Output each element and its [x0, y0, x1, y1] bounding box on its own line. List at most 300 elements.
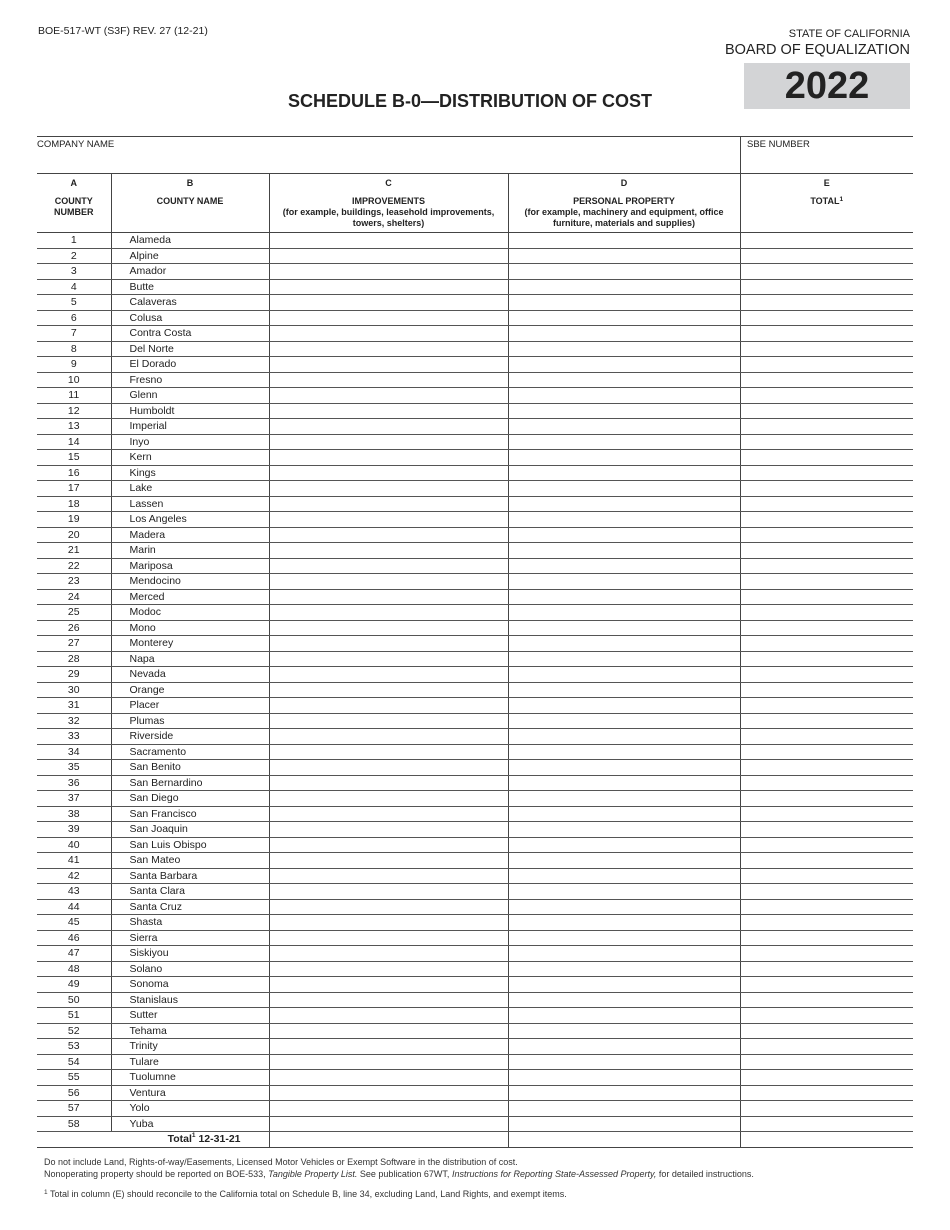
county-name: Del Norte: [111, 341, 269, 357]
total-row: [37, 1132, 913, 1148]
county-number: 35: [37, 760, 111, 776]
personal-property-cell[interactable]: [508, 791, 740, 807]
improvements-cell[interactable]: [269, 434, 508, 450]
county-number: 15: [37, 450, 111, 466]
county-row: [37, 915, 913, 931]
county-number: 33: [37, 729, 111, 745]
improvements-cell[interactable]: [269, 233, 508, 249]
county-name: Ventura: [111, 1085, 269, 1101]
county-row: [37, 620, 913, 636]
improvements-cell[interactable]: [269, 698, 508, 714]
personal-property-cell[interactable]: [508, 419, 740, 435]
county-name: Orange: [111, 682, 269, 698]
improvements-cell[interactable]: [269, 450, 508, 466]
improvements-cell[interactable]: [269, 481, 508, 497]
note-text: Nonoperating property should be reported on BOE-533,: [44, 1168, 269, 1179]
personal-property-cell[interactable]: [508, 527, 740, 543]
improvements-cell[interactable]: [269, 326, 508, 342]
improvements-cell[interactable]: [269, 620, 508, 636]
personal-property-cell[interactable]: [508, 295, 740, 311]
total-cell[interactable]: [740, 310, 913, 326]
improvements-cell[interactable]: [269, 465, 508, 481]
improvements-cell[interactable]: [269, 636, 508, 652]
county-row: [37, 1008, 913, 1024]
improvements-cell[interactable]: [269, 682, 508, 698]
personal-property-cell[interactable]: [508, 1101, 740, 1117]
total-cell[interactable]: [740, 899, 913, 915]
improvements-cell[interactable]: [269, 760, 508, 776]
col-c-sub: (for example, buildings, leasehold improvements, towers, shelters): [282, 207, 495, 228]
county-number: 10: [37, 372, 111, 388]
personal-property-cell[interactable]: [508, 760, 740, 776]
county-row: [37, 248, 913, 264]
personal-property-cell[interactable]: [508, 620, 740, 636]
county-row: [37, 264, 913, 280]
col-e-footnote-marker: 1: [839, 196, 844, 203]
county-number: 57: [37, 1101, 111, 1117]
improvements-cell[interactable]: [269, 357, 508, 373]
county-name: Glenn: [111, 388, 269, 404]
personal-property-cell[interactable]: [508, 961, 740, 977]
personal-property-cell[interactable]: [508, 1070, 740, 1086]
county-number: 39: [37, 822, 111, 838]
total-cell[interactable]: [740, 760, 913, 776]
improvements-cell[interactable]: [269, 1101, 508, 1117]
improvements-cell[interactable]: [269, 496, 508, 512]
county-name: Placer: [111, 698, 269, 714]
form-id: BOE-517-WT (S3F) REV. 27 (12-21): [38, 25, 208, 37]
county-name: Monterey: [111, 636, 269, 652]
personal-property-cell[interactable]: [508, 512, 740, 528]
total-cell[interactable]: [740, 558, 913, 574]
improvements-cell[interactable]: [269, 837, 508, 853]
county-row: [37, 791, 913, 807]
improvements-cell[interactable]: [269, 279, 508, 295]
county-number: 26: [37, 620, 111, 636]
total-cell[interactable]: [740, 574, 913, 590]
county-name: San Francisco: [111, 806, 269, 822]
personal-property-cell[interactable]: [508, 1085, 740, 1101]
personal-property-cell[interactable]: [508, 589, 740, 605]
total-cell[interactable]: [740, 496, 913, 512]
sbe-number-field[interactable]: [740, 137, 914, 174]
col-b-label: COUNTY NAME: [156, 196, 224, 206]
county-name: Trinity: [111, 1039, 269, 1055]
personal-property-cell[interactable]: [508, 1023, 740, 1039]
county-number: 16: [37, 465, 111, 481]
improvements-cell[interactable]: [269, 992, 508, 1008]
county-number: 23: [37, 574, 111, 590]
county-row: [37, 636, 913, 652]
total-cell[interactable]: [740, 915, 913, 931]
county-name: Contra Costa: [111, 326, 269, 342]
total-cell[interactable]: [740, 419, 913, 435]
improvements-cell[interactable]: [269, 543, 508, 559]
total-cell[interactable]: [740, 775, 913, 791]
county-number: 1: [37, 233, 111, 249]
total-cell[interactable]: [740, 279, 913, 295]
county-row: [37, 558, 913, 574]
personal-property-cell[interactable]: [508, 698, 740, 714]
total-cell[interactable]: [740, 853, 913, 869]
total-cell[interactable]: [740, 620, 913, 636]
county-number: 20: [37, 527, 111, 543]
total-footnote-marker: 1: [191, 1132, 196, 1140]
personal-property-cell[interactable]: [508, 853, 740, 869]
county-number: 2: [37, 248, 111, 264]
grand-total-cell[interactable]: [740, 1132, 913, 1148]
county-number: 9: [37, 357, 111, 373]
county-row: [37, 450, 913, 466]
improvements-cell[interactable]: [269, 310, 508, 326]
table-header-row: [37, 174, 913, 233]
total-cell[interactable]: [740, 512, 913, 528]
personal-property-cell[interactable]: [508, 279, 740, 295]
county-row: [37, 1085, 913, 1101]
county-number: 52: [37, 1023, 111, 1039]
note-text: for detailed instructions.: [656, 1168, 754, 1179]
county-row: [37, 837, 913, 853]
personal-property-cell[interactable]: [508, 558, 740, 574]
county-name: Modoc: [111, 605, 269, 621]
total-cell[interactable]: [740, 264, 913, 280]
county-number: 17: [37, 481, 111, 497]
improvements-cell[interactable]: [269, 744, 508, 760]
county-number: 3: [37, 264, 111, 280]
county-row: [37, 1101, 913, 1117]
total-prefix: Total: [167, 1133, 192, 1146]
total-cell[interactable]: [740, 1054, 913, 1070]
personal-property-cell[interactable]: [508, 946, 740, 962]
personal-property-cell[interactable]: [508, 667, 740, 683]
county-name: San Diego: [111, 791, 269, 807]
improvements-cell[interactable]: [269, 341, 508, 357]
total-cell[interactable]: [740, 481, 913, 497]
personal-property-cell[interactable]: [508, 372, 740, 388]
county-number: 13: [37, 419, 111, 435]
improvements-cell[interactable]: [269, 806, 508, 822]
improvements-cell[interactable]: [269, 884, 508, 900]
total-cell[interactable]: [740, 651, 913, 667]
total-cell[interactable]: [740, 326, 913, 342]
county-name: Amador: [111, 264, 269, 280]
personal-property-cell[interactable]: [508, 574, 740, 590]
personal-property-cell[interactable]: [508, 248, 740, 264]
personal-property-cell[interactable]: [508, 310, 740, 326]
total-cell[interactable]: [740, 403, 913, 419]
county-name: Mono: [111, 620, 269, 636]
personal-property-cell[interactable]: [508, 729, 740, 745]
county-number: 38: [37, 806, 111, 822]
personal-property-cell[interactable]: [508, 636, 740, 652]
county-name: Calaveras: [111, 295, 269, 311]
total-cell[interactable]: [740, 372, 913, 388]
total-cell[interactable]: [740, 992, 913, 1008]
county-row: [37, 946, 913, 962]
county-row: [37, 295, 913, 311]
county-number: 32: [37, 713, 111, 729]
total-cell[interactable]: [740, 791, 913, 807]
total-cell[interactable]: [740, 434, 913, 450]
personal-property-cell[interactable]: [508, 403, 740, 419]
county-number: 7: [37, 326, 111, 342]
improvements-cell[interactable]: [269, 868, 508, 884]
county-name: Napa: [111, 651, 269, 667]
total-cell[interactable]: [740, 357, 913, 373]
personal-property-cell[interactable]: [508, 481, 740, 497]
county-row: [37, 1039, 913, 1055]
county-name: Yolo: [111, 1101, 269, 1117]
county-name: Inyo: [111, 434, 269, 450]
personal-property-cell[interactable]: [508, 651, 740, 667]
total-cell[interactable]: [740, 806, 913, 822]
total-cell[interactable]: [740, 1039, 913, 1055]
note-italic-title: Instructions for Reporting State-Assessed Property,: [451, 1168, 657, 1179]
col-d-sub: (for example, machinery and equipment, office furniture, materials and supplies): [524, 207, 724, 228]
county-number: 51: [37, 1008, 111, 1024]
total-cell[interactable]: [740, 744, 913, 760]
improvements-cell[interactable]: [269, 264, 508, 280]
personal-property-cell[interactable]: [508, 357, 740, 373]
county-number: 56: [37, 1085, 111, 1101]
personal-property-cell[interactable]: [508, 605, 740, 621]
personal-property-cell[interactable]: [508, 899, 740, 915]
county-number: 41: [37, 853, 111, 869]
personal-property-cell[interactable]: [508, 884, 740, 900]
county-name: Tehama: [111, 1023, 269, 1039]
county-name: El Dorado: [111, 357, 269, 373]
improvements-cell[interactable]: [269, 248, 508, 264]
improvements-cell[interactable]: [269, 1085, 508, 1101]
total-cell[interactable]: [740, 1101, 913, 1117]
total-cell[interactable]: [740, 450, 913, 466]
personal-property-cell[interactable]: [508, 682, 740, 698]
personal-property-cell[interactable]: [508, 1039, 740, 1055]
total-cell[interactable]: [740, 388, 913, 404]
total-cell[interactable]: [740, 465, 913, 481]
improvements-cell[interactable]: [269, 667, 508, 683]
county-row: [37, 605, 913, 621]
personal-property-cell[interactable]: [508, 233, 740, 249]
improvements-cell[interactable]: [269, 946, 508, 962]
total-personal-property-cell[interactable]: [508, 1132, 740, 1148]
county-name: Sierra: [111, 930, 269, 946]
total-cell[interactable]: [740, 248, 913, 264]
total-improvements-cell[interactable]: [269, 1132, 508, 1148]
personal-property-cell[interactable]: [508, 388, 740, 404]
col-e-label: TOTAL: [810, 196, 840, 206]
improvements-cell[interactable]: [269, 651, 508, 667]
improvements-cell[interactable]: [269, 822, 508, 838]
county-name: Plumas: [111, 713, 269, 729]
county-number: 37: [37, 791, 111, 807]
col-e-header: [740, 174, 913, 233]
col-c-label: IMPROVEMENTS: [351, 196, 425, 206]
total-cell[interactable]: [740, 837, 913, 853]
company-name-label: COMPANY NAME: [37, 139, 115, 150]
county-number: 27: [37, 636, 111, 652]
county-number: 34: [37, 744, 111, 760]
total-cell[interactable]: [740, 543, 913, 559]
note-italic-title: Tangible Property List.: [268, 1168, 358, 1179]
improvements-cell[interactable]: [269, 961, 508, 977]
total-cell[interactable]: [740, 1116, 913, 1132]
county-row: [37, 760, 913, 776]
personal-property-cell[interactable]: [508, 744, 740, 760]
improvements-cell[interactable]: [269, 574, 508, 590]
county-number: 42: [37, 868, 111, 884]
personal-property-cell[interactable]: [508, 326, 740, 342]
county-name: San Joaquin: [111, 822, 269, 838]
total-cell[interactable]: [740, 713, 913, 729]
improvements-cell[interactable]: [269, 295, 508, 311]
improvements-cell[interactable]: [269, 791, 508, 807]
total-cell[interactable]: [740, 527, 913, 543]
improvements-cell[interactable]: [269, 930, 508, 946]
county-number: 22: [37, 558, 111, 574]
personal-property-cell[interactable]: [508, 465, 740, 481]
total-cell[interactable]: [740, 636, 913, 652]
total-cell[interactable]: [740, 930, 913, 946]
county-name: Sutter: [111, 1008, 269, 1024]
county-name: San Benito: [111, 760, 269, 776]
personal-property-cell[interactable]: [508, 822, 740, 838]
county-number: 48: [37, 961, 111, 977]
improvements-cell[interactable]: [269, 915, 508, 931]
improvements-cell[interactable]: [269, 388, 508, 404]
county-name: Riverside: [111, 729, 269, 745]
improvements-cell[interactable]: [269, 1070, 508, 1086]
personal-property-cell[interactable]: [508, 1008, 740, 1024]
personal-property-cell[interactable]: [508, 775, 740, 791]
county-name: Fresno: [111, 372, 269, 388]
board-label: BOARD OF EQUALIZATION: [724, 42, 910, 58]
total-cell[interactable]: [740, 233, 913, 249]
personal-property-cell[interactable]: [508, 837, 740, 853]
improvements-cell[interactable]: [269, 403, 508, 419]
improvements-cell[interactable]: [269, 1039, 508, 1055]
county-row: [37, 279, 913, 295]
county-number: 46: [37, 930, 111, 946]
improvements-cell[interactable]: [269, 419, 508, 435]
county-row: [37, 465, 913, 481]
improvements-cell[interactable]: [269, 1023, 508, 1039]
personal-property-cell[interactable]: [508, 977, 740, 993]
improvements-cell[interactable]: [269, 1008, 508, 1024]
county-row: [37, 899, 913, 915]
county-row: [37, 961, 913, 977]
personal-property-cell[interactable]: [508, 806, 740, 822]
total-cell[interactable]: [740, 1070, 913, 1086]
county-name: Imperial: [111, 419, 269, 435]
total-cell[interactable]: [740, 341, 913, 357]
county-number: 58: [37, 1116, 111, 1132]
improvements-cell[interactable]: [269, 775, 508, 791]
total-cell[interactable]: [740, 1023, 913, 1039]
county-row: [37, 868, 913, 884]
personal-property-cell[interactable]: [508, 1054, 740, 1070]
county-number: 12: [37, 403, 111, 419]
distribution-table: [37, 173, 913, 1148]
total-cell[interactable]: [740, 698, 913, 714]
county-name: Alpine: [111, 248, 269, 264]
total-cell[interactable]: [740, 682, 913, 698]
county-row: [37, 419, 913, 435]
county-name: Madera: [111, 527, 269, 543]
personal-property-cell[interactable]: [508, 264, 740, 280]
county-row: [37, 589, 913, 605]
personal-property-cell[interactable]: [508, 496, 740, 512]
total-cell[interactable]: [740, 729, 913, 745]
improvements-cell[interactable]: [269, 589, 508, 605]
personal-property-cell[interactable]: [508, 341, 740, 357]
county-row: [37, 822, 913, 838]
improvements-cell[interactable]: [269, 558, 508, 574]
county-number: 19: [37, 512, 111, 528]
personal-property-cell[interactable]: [508, 1116, 740, 1132]
improvements-cell[interactable]: [269, 372, 508, 388]
personal-property-cell[interactable]: [508, 450, 740, 466]
col-b-letter: B: [186, 178, 194, 188]
improvements-cell[interactable]: [269, 729, 508, 745]
total-cell[interactable]: [740, 605, 913, 621]
sbe-number-label: SBE NUMBER: [747, 139, 810, 150]
total-cell[interactable]: [740, 295, 913, 311]
col-d-letter: D: [620, 178, 628, 188]
county-name: Alameda: [111, 233, 269, 249]
improvements-cell[interactable]: [269, 713, 508, 729]
personal-property-cell[interactable]: [508, 713, 740, 729]
county-row: [37, 481, 913, 497]
total-cell[interactable]: [740, 946, 913, 962]
total-cell[interactable]: [740, 1008, 913, 1024]
improvements-cell[interactable]: [269, 1054, 508, 1070]
personal-property-cell[interactable]: [508, 930, 740, 946]
improvements-cell[interactable]: [269, 512, 508, 528]
county-name: San Bernardino: [111, 775, 269, 791]
improvements-cell[interactable]: [269, 605, 508, 621]
total-cell[interactable]: [740, 1085, 913, 1101]
personal-property-cell[interactable]: [508, 868, 740, 884]
total-cell[interactable]: [740, 667, 913, 683]
improvements-cell[interactable]: [269, 853, 508, 869]
county-row: [37, 1116, 913, 1132]
total-cell[interactable]: [740, 822, 913, 838]
total-cell[interactable]: [740, 884, 913, 900]
improvements-cell[interactable]: [269, 1116, 508, 1132]
personal-property-cell[interactable]: [508, 992, 740, 1008]
personal-property-cell[interactable]: [508, 434, 740, 450]
footnote-marker: 1: [44, 1189, 48, 1196]
county-row: [37, 388, 913, 404]
total-cell[interactable]: [740, 961, 913, 977]
county-number: 50: [37, 992, 111, 1008]
personal-property-cell[interactable]: [508, 915, 740, 931]
total-cell[interactable]: [740, 589, 913, 605]
total-cell[interactable]: [740, 868, 913, 884]
improvements-cell[interactable]: [269, 899, 508, 915]
personal-property-cell[interactable]: [508, 543, 740, 559]
total-cell[interactable]: [740, 977, 913, 993]
improvements-cell[interactable]: [269, 977, 508, 993]
county-row: [37, 1054, 913, 1070]
county-name: Siskiyou: [111, 946, 269, 962]
county-name: Solano: [111, 961, 269, 977]
footnote-text: Total in column (E) should reconcile to the California total on Schedule B, line 34, excluding Land, Land Rights, and exempt items.: [49, 1189, 567, 1199]
instructions-notes: [44, 1157, 754, 1180]
county-number: 36: [37, 775, 111, 791]
improvements-cell[interactable]: [269, 527, 508, 543]
